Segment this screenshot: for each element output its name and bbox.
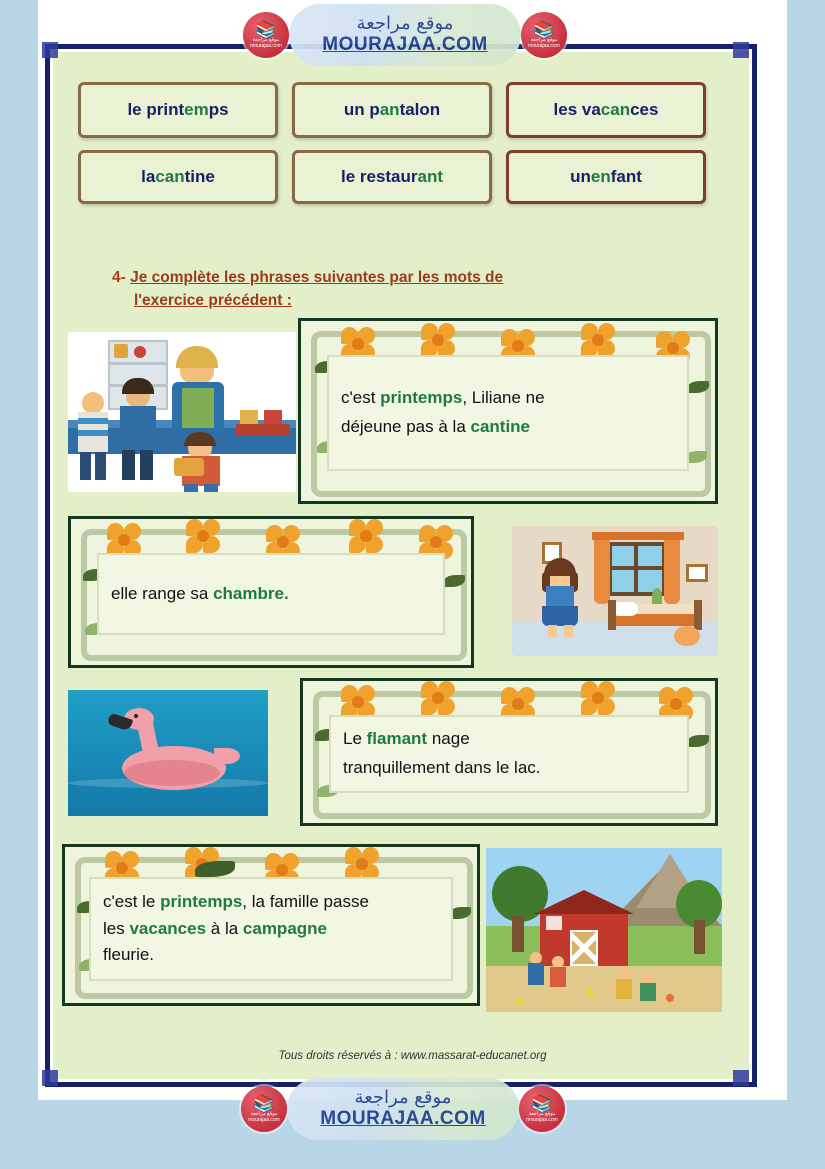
word-part-highlight: an [379,100,400,119]
corner-staple-br [733,1070,749,1086]
word-part-post: ces [630,100,659,119]
sentence-card-4 [62,844,480,1006]
sentence-text: les [103,918,130,938]
sentence-text: nage [427,729,470,749]
word-card [78,82,278,138]
watermark-badge-left-icon: 📚 موقع مراجعة mourajaa.com [243,12,289,58]
word-part-post: fant [610,167,642,186]
watermark-badge-right-bottom-icon: 📚 موقع مراجعة mourajaa.com [519,1086,565,1132]
word-part-pre: un [570,167,591,186]
answer-word: printemps [380,388,463,408]
instruction-line-1: Je complète les phrases suivantes par les mots de [130,269,504,286]
instruction-number: 4- [112,269,126,286]
exercise-1 [68,318,718,510]
word-card [506,150,706,204]
word-card [292,150,492,204]
watermark-badge-right-icon: 📚 موقع مراجعة mourajaa.com [521,12,567,58]
farm-illustration [486,848,722,1012]
sentence-inner-4 [89,877,453,981]
sentence-text: tranquillement dans le lac. [343,758,541,777]
sentence-text: , la famille passe [242,892,369,912]
word-card [78,150,278,204]
word-part-highlight: em [184,100,209,119]
sentence-text: c'est le [103,892,161,912]
sentence-inner-2 [97,553,445,635]
sentence-text: à la [206,918,243,938]
sentence-line-3 [103,942,439,968]
flamingo-scene-image [68,690,268,816]
sentence-inner-3 [329,715,689,793]
watermark-site-bottom: MOURAJAA.COM [320,1107,486,1129]
canteen-illustration [68,332,296,492]
corner-staple-tl [42,42,58,58]
sentence-text: Le [343,729,367,749]
sentence-line-1 [341,384,675,413]
corner-staple-bl [42,1070,58,1086]
watermark-site-top: MOURAJAA.COM [322,33,488,55]
exercise-2 [68,516,718,672]
sentence-text: déjeune pas à la [341,417,471,436]
sentence-line-2 [343,754,675,783]
bedroom-illustration [512,526,718,656]
word-part-highlight: can [600,100,631,119]
sentence-text: fleurie. [103,945,155,965]
copyright-footer: Tous droits réservés à : www.massarat-educanet.org [278,1050,547,1062]
answer-word: vacances [129,918,207,938]
word-part-highlight: can [155,167,185,186]
sentence-text: , Liliane ne [462,388,545,408]
canteen-scene-image [68,332,296,492]
word-part-post: tine [184,167,215,186]
exercise-3 [68,678,718,830]
word-part-post: ps [208,100,229,119]
sentence-card-3 [300,678,718,826]
instruction-line-2: l'exercice précédent : [134,292,292,310]
watermark-bottom [228,1078,578,1140]
answer-word: campagne [242,918,327,938]
word-part-highlight: en [590,167,611,186]
word-card-row-1 [78,82,728,138]
sentence-text: c'est [341,388,381,408]
sentence-line-1 [103,889,439,915]
watermark-pill-top [289,4,521,66]
sentence-inner-1 [327,355,689,471]
word-card-row-2 [78,150,728,204]
watermark-pill-bottom [287,1078,519,1140]
watermark-top [230,4,580,66]
watermark-arabic-top: موقع مراجعة [356,13,454,35]
sentence-line-1 [111,580,431,609]
corner-staple-tr [733,42,749,58]
word-card [506,82,706,138]
word-part-pre: un p [343,100,380,119]
word-part-post: talon [399,100,441,119]
word-part-pre: le print [127,100,185,119]
sentence-line-2 [103,916,439,942]
watermark-arabic-bottom: موقع مراجعة [354,1087,452,1109]
sentence-card-1 [298,318,718,504]
word-card-grid [78,82,728,216]
sentence-text: elle range sa [111,583,214,603]
instruction-text [112,266,712,313]
answer-word: chambre. [213,583,289,603]
word-part-highlight: ant [417,167,444,186]
sentence-card-2 [68,516,474,668]
answer-word: flamant [366,729,428,749]
word-card [292,82,492,138]
sentence-line-2 [341,413,675,442]
word-part-pre: les va [553,100,601,119]
sentence-line-1 [343,725,675,754]
watermark-badge-left-bottom-icon: 📚 موقع مراجعة mourajaa.com [241,1086,287,1132]
answer-word: printemps [160,892,243,912]
word-part-pre: la [141,167,156,186]
exercise-4 [62,844,722,1014]
flamingo-illustration [68,690,268,816]
farm-scene-image [486,848,722,1012]
bedroom-scene-image [512,526,718,656]
answer-word: cantine [470,417,531,436]
word-part-pre: le restaur [340,167,418,186]
